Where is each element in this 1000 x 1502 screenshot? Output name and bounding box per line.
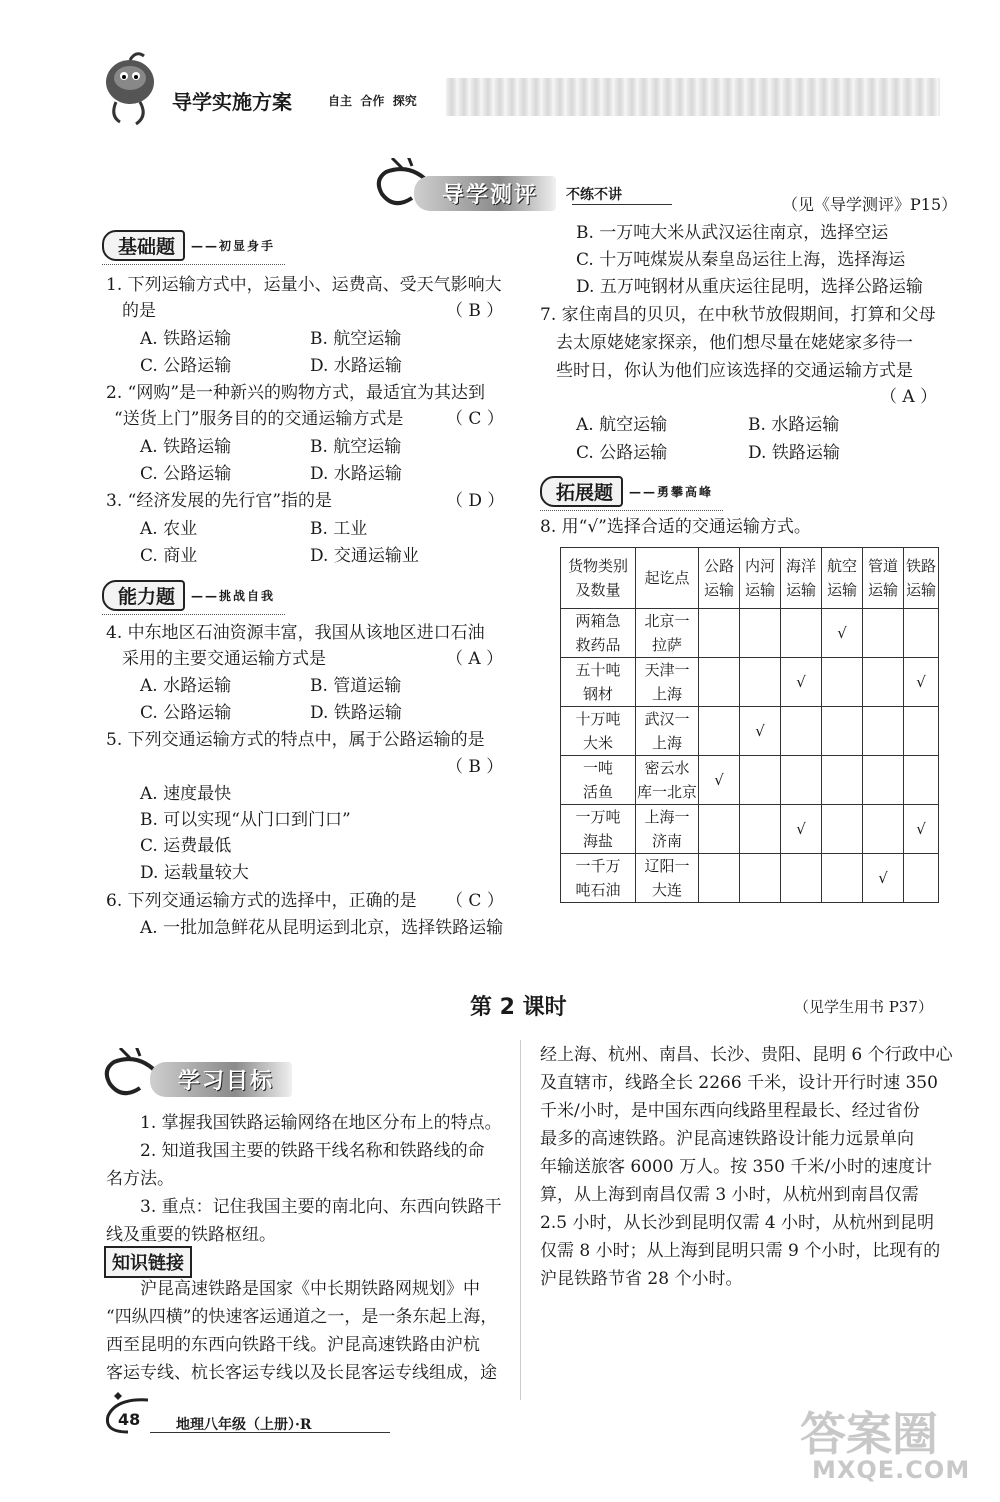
test-banner-tag: 不练不讲 (566, 186, 623, 203)
q5-option-b: B. 可以实现“从门口到门口” (140, 810, 351, 830)
q4-line2: 采用的主要交通运输方式是 (122, 649, 326, 669)
header-road: 公路 运输 (699, 548, 740, 609)
q7-option-d: D. 铁路运输 (748, 443, 840, 463)
q3-option-d: D. 交通运输业 (310, 546, 419, 566)
knowledge-tag: 知识链接 (104, 1246, 192, 1278)
header-air: 航空 运输 (822, 548, 863, 609)
q3-line1: 3. “经济发展的先行官”指的是 (106, 491, 333, 511)
q1-answer: （ B ） (446, 301, 504, 321)
q2-answer: （ C ） (446, 409, 504, 429)
knowledge-right-3: 千米/小时，是中国东西向线路里程最长、经过省份 (540, 1101, 920, 1121)
table-row: 两箱急 救药品 北京一 拉萨 √ (561, 609, 939, 658)
knowledge-left-3: 西至昆明的东西向铁路干线。沪昆高速铁路由沪杭 (106, 1335, 480, 1355)
q4-answer: （ A ） (446, 649, 504, 669)
table-row: 十万吨 大米 武汉一 上海 √ (561, 707, 939, 756)
page-number: 48 (118, 1410, 141, 1429)
knowledge-right-5: 年输送旅客 6000 万人。按 350 千米/小时的速度计 (540, 1157, 933, 1177)
transport-table (560, 547, 939, 903)
lesson-title: 第 2 课时 (470, 995, 567, 1020)
goal-2-cont: 名方法。 (106, 1169, 174, 1189)
q2-line1: 2. “网购”是一种新兴的购物方式，最适宜为其达到 (106, 383, 486, 403)
basic-section-tag (102, 230, 275, 261)
header-route: 起讫点 (636, 548, 699, 609)
header-sea: 海洋 运输 (781, 548, 822, 609)
q4-option-b: B. 管道运输 (310, 676, 402, 696)
q2-option-b: B. 航空运输 (310, 437, 402, 457)
q3-option-c: C. 商业 (140, 546, 198, 566)
header-decoration (446, 78, 940, 116)
knowledge-right-4: 最多的高速铁路。沪昆高速铁路设计能力远景单向 (540, 1129, 914, 1149)
table-row: 一吨 活鱼 密云水 库一北京 √ (561, 756, 939, 805)
test-ref: （见《导学测评》P15） (782, 195, 958, 214)
header-cargo: 货物类别 及数量 (561, 548, 636, 609)
q7-option-c: C. 公路运输 (576, 443, 668, 463)
goal-1: 1. 掌握我国铁路运输网络在地区分布上的特点。 (140, 1113, 502, 1133)
q7-answer: （ A ） (880, 387, 938, 407)
extend-section-tag (540, 476, 713, 507)
q7-option-a: A. 航空运输 (576, 415, 668, 435)
goal-3: 3. 重点：记住我国主要的南北向、东西向铁路干 (140, 1197, 502, 1217)
knowledge-left-2: “四纵四横”的快速客运通道之一，是一条东起上海， (106, 1307, 498, 1327)
q8-line: 8. 用“√”选择合适的交通运输方式。 (540, 517, 811, 537)
q6-option-d: D. 五万吨钢材从重庆运往昆明，选择公路运输 (576, 277, 923, 297)
q4-option-c: C. 公路运输 (140, 703, 232, 723)
test-banner-label: 导学测评 (414, 176, 556, 211)
goals-banner-label: 学习目标 (150, 1062, 292, 1097)
ability-sub: ——挑战自我 (191, 589, 276, 603)
q5-option-a: A. 速度最快 (140, 784, 232, 804)
q4-option-a: A. 水路运输 (140, 676, 232, 696)
header-river: 内河 运输 (740, 548, 781, 609)
knowledge-right-8: 仅需 8 小时；从上海到昆明只需 9 个小时，比现有的 (540, 1241, 941, 1261)
q7-option-b: B. 水路运输 (748, 415, 840, 435)
extend-sub: ——勇攀高峰 (629, 485, 714, 499)
q6-option-c: C. 十万吨煤炭从秦皇岛运往上海，选择海运 (576, 250, 906, 270)
q1-option-b: B. 航空运输 (310, 329, 402, 349)
q7-line1: 7. 家住南昌的贝贝，在中秋节放假期间，打算和父母 (540, 305, 936, 325)
q4-option-d: D. 铁路运输 (310, 703, 402, 723)
extend-tag: 拓展题 (540, 476, 623, 507)
goal-3-cont: 线及重要的铁路枢纽。 (106, 1225, 276, 1245)
ability-section-tag (102, 580, 275, 611)
q6-line1: 6. 下列交通运输方式的选择中，正确的是 (106, 891, 417, 911)
watermark-site: MXQE.COM (812, 1456, 971, 1484)
table-row: 一万吨 海盐 上海一 济南 √ √ (561, 805, 939, 854)
q1-option-d: D. 水路运输 (310, 356, 402, 376)
q2-option-d: D. 水路运输 (310, 464, 402, 484)
test-banner (414, 176, 622, 211)
q7-line3: 些时日，你认为他们应该选择的交通运输方式是 (556, 361, 913, 381)
q3-option-a: A. 农业 (140, 519, 198, 539)
ability-tag: 能力题 (102, 580, 185, 611)
mascot-icon (96, 50, 166, 130)
q2-option-c: C. 公路运输 (140, 464, 232, 484)
knowledge-right-6: 算，从上海到南昌仅需 3 小时，从杭州到南昌仅需 (540, 1185, 919, 1205)
lesson-ref: （见学生用书 P37） (794, 998, 933, 1016)
q2-option-a: A. 铁路运输 (140, 437, 232, 457)
q1-line1: 1. 下列运输方式中，运量小、运费高、受天气影响大 (106, 275, 502, 295)
q6-option-b: B. 一万吨大米从武汉运往南京，选择空运 (576, 223, 889, 243)
q3-answer: （ D ） (446, 491, 505, 511)
q1-option-c: C. 公路运输 (140, 356, 232, 376)
header-pipe: 管道 运输 (863, 548, 904, 609)
table-header-row (561, 548, 939, 609)
q5-option-d: D. 运载量较大 (140, 863, 249, 883)
q6-answer: （ C ） (446, 891, 504, 911)
knowledge-left-1: 沪昆高速铁路是国家《中长期铁路网规划》中 (140, 1279, 480, 1299)
basic-tag: 基础题 (102, 230, 185, 261)
knowledge-right-2: 及直辖市，线路全长 2266 千米，设计开行时速 350 (540, 1073, 938, 1093)
q5-line1: 5. 下列交通运输方式的特点中，属于公路运输的是 (106, 730, 485, 750)
q6-option-a: A. 一批加急鲜花从昆明运到北京，选择铁路运输 (140, 918, 504, 938)
q1-option-a: A. 铁路运输 (140, 329, 232, 349)
header-title: 导学实施方案 (172, 90, 292, 114)
footer-rule (150, 1432, 390, 1433)
q3-option-b: B. 工业 (310, 519, 368, 539)
knowledge-right-7: 2.5 小时，从长沙到昆明仅需 4 小时，从杭州到昆明 (540, 1213, 935, 1233)
header-rail: 铁路 运输 (904, 548, 939, 609)
q2-line2: “送货上门”服务目的的交通运输方式是 (114, 409, 404, 429)
q7-line2: 去太原姥姥家探亲，他们想尽量在姥姥家多待一 (556, 333, 913, 353)
knowledge-left-4: 客运专线、杭长客运专线以及长昆客运专线组成，途 (106, 1363, 497, 1383)
table-row: 五十吨 钢材 天津一 上海 √ √ (561, 658, 939, 707)
footer-book: 地理八年级（上册）·R (176, 1417, 312, 1433)
basic-sub: ——初显身手 (191, 239, 276, 253)
banner-underline (572, 204, 672, 205)
q5-option-c: C. 运费最低 (140, 836, 232, 856)
q4-line1: 4. 中东地区石油资源丰富，我国从该地区进口石油 (106, 623, 485, 643)
goals-banner (150, 1062, 292, 1097)
knowledge-right-9: 沪昆铁路节省 28 个小时。 (540, 1269, 743, 1289)
q1-line2: 的是 (122, 301, 156, 321)
table-row: 一千万 吨石油 辽阳一 大连 √ (561, 854, 939, 903)
column-divider (520, 1040, 521, 1400)
goal-2: 2. 知道我国主要的铁路干线名称和铁路线的命 (140, 1141, 485, 1161)
knowledge-right-1: 经上海、杭州、南昌、长沙、贵阳、昆明 6 个行政中心 (540, 1045, 953, 1065)
q5-answer: （ B ） (446, 757, 504, 777)
header-subtitle: 自主 合作 探究 (328, 94, 417, 108)
watermark-text: 答案圈 (800, 1407, 938, 1461)
